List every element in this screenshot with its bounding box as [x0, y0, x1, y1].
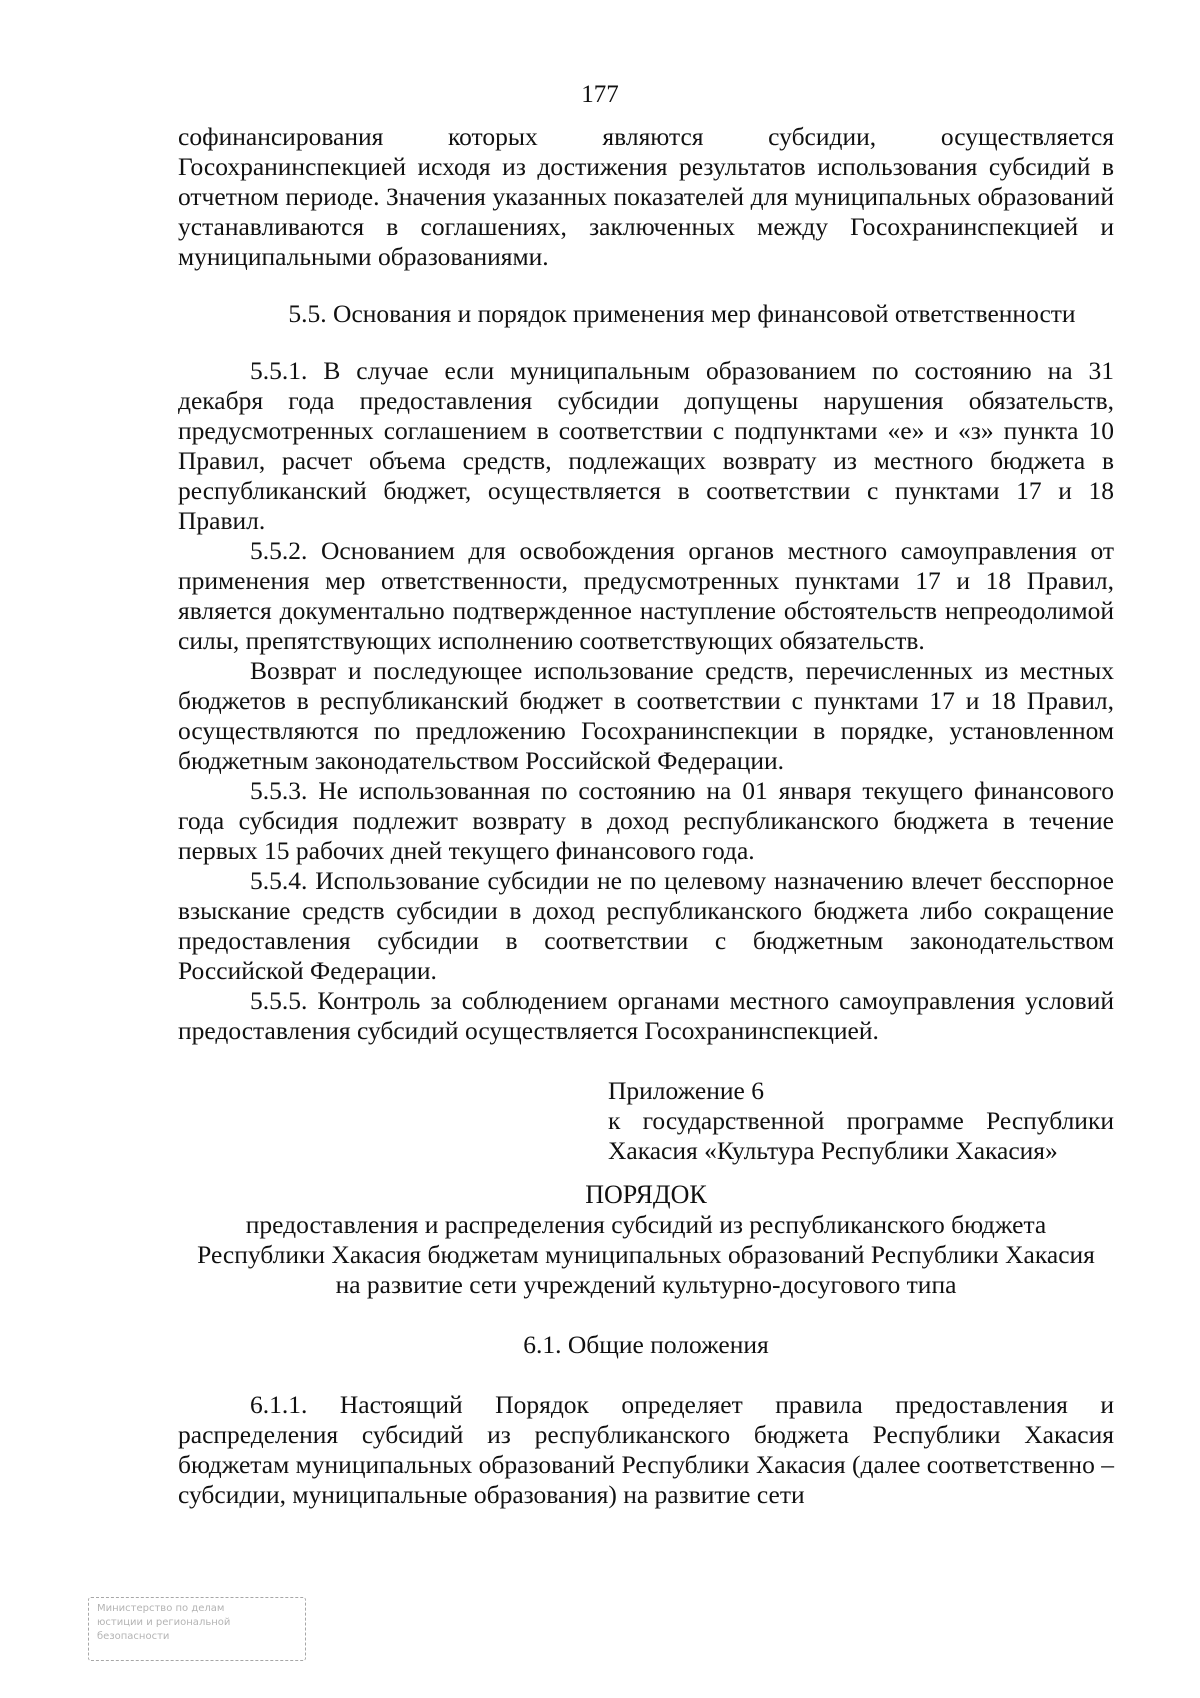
appendix-number: Приложение 6 [608, 1076, 764, 1105]
paragraph-5-5-5: 5.5.5. Контроль за соблюдением органами местного самоуправления условий предоставления субсидий осуществляется Госохранинспекцией. [178, 986, 1114, 1045]
paragraph-5-5-1: 5.5.1. В случае если муниципальным образованием по состоянию на 31 декабря года предоставления субсидии допущены нарушения обязательств, предусмотренных соглашением в соответствии с подпунктами «е» и «з» пункта 10 Правил, расчет объема средств, подлежащих возврату из местного бюджета в республиканский бюджет, осуществляется в соответствии с пунктами 17 и 18 Правил. [178, 356, 1114, 535]
paragraph-5-5-2: 5.5.2. Основанием для освобождения органов местного самоуправления от применения мер ответственности, предусмотренных пунктами 17 и 18 Правил, является документально подтвержденное наступление обстоятельств непреодолимой силы, препятствующих исполнению соответствующих обязательств. [178, 536, 1114, 655]
order-subtitle-line-2: Республики Хакасия бюджетам муниципальных образований Республики Хакасия [197, 1240, 1095, 1269]
document-body [178, 122, 1114, 1510]
section-heading-6-1: 6.1. Общие положения [523, 1330, 769, 1359]
registration-stamp [88, 1597, 306, 1661]
appendix-program: к государственной программе Республики [608, 1106, 1114, 1135]
paragraph-return-funds: Возврат и последующее использование средств, перечисленных из местных бюджетов в республиканский бюджет в соответствии с пунктами 17 и 18 Правил, осуществляются по предложению Госохранинспекции в порядке, установленном бюджетным законодательством Российской Федерации. [178, 656, 1114, 775]
order-subtitle-line-3: на развитие сети учреждений культурно-досугового типа [335, 1270, 957, 1299]
paragraph-5-5-4: 5.5.4. Использование субсидии не по целевому назначению влечет бесспорное взыскание средств субсидии в доход республиканского бюджета либо сокращение предоставления субсидии в соответствии с бюджетным законодательством Российской Федерации. [178, 866, 1114, 985]
page-number: 177 [581, 81, 619, 108]
stamp-line-1: Министерство по делам [97, 1603, 225, 1614]
paragraph-6-1-1: 6.1.1. Настоящий Порядок определяет правила предоставления и распределения субсидий из республиканского бюджета Республики Хакасия бюджетам муниципальных образований Республики Хакасия (далее соответственно – субсидии, муниципальные образования) на развитие сети [178, 1390, 1114, 1509]
order-subtitle-line-1: предоставления и распределения субсидий из республиканского бюджета [245, 1210, 1047, 1239]
appendix-header [608, 1076, 1114, 1166]
order-title: ПОРЯДОК [585, 1180, 707, 1209]
appendix-program-name: Хакасия «Культура Республики Хакасия» [608, 1136, 1058, 1165]
paragraph-cofinancing: софинансирования которых являются субсидии, осуществляется Госохранинспекцией исходя из достижения результатов использования субсидий в отчетном периоде. Значения указанных показателей для муниципальных образований устанавливаются в соглашениях, заключенных между Госохранинспекцией и муниципальными образованиями. [178, 122, 1114, 271]
stamp-line-2: юстиции и региональной [97, 1617, 231, 1628]
paragraph-5-5-3: 5.5.3. Не использованная по состоянию на 01 января текущего финансового года субсидия подлежит возврату в доход республиканского бюджета в течение первых 15 рабочих дней текущего финансового года. [178, 776, 1114, 865]
stamp-line-3: безопасности [97, 1631, 170, 1642]
section-heading-5-5: 5.5. Основания и порядок применения мер финансовой ответственности [288, 299, 1076, 328]
